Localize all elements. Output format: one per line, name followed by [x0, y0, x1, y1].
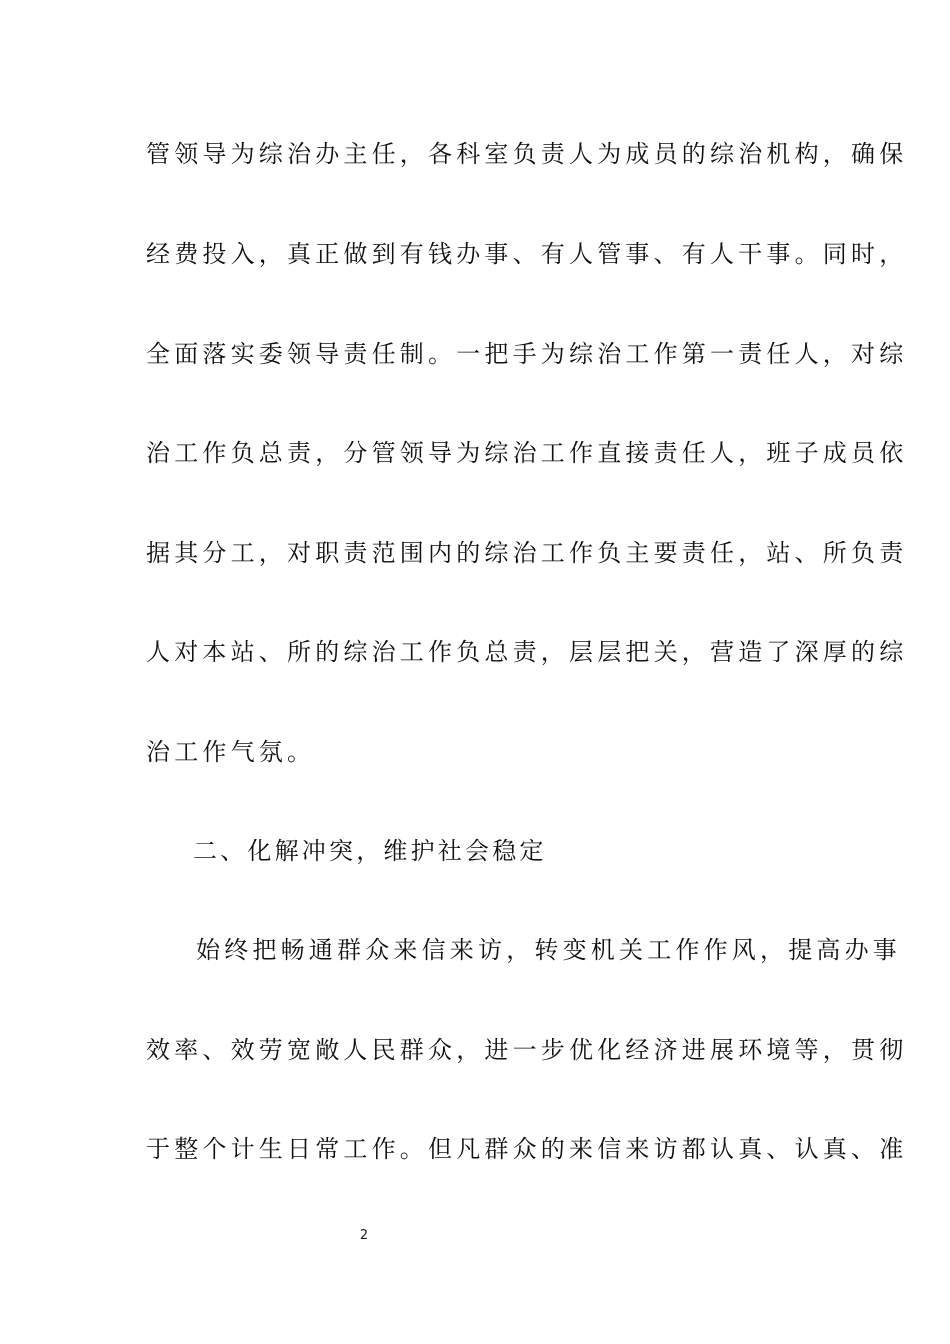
- section-heading: 二、化解冲突，维护社会稳定: [193, 837, 547, 865]
- body-text-line: 据其分工，对职责范围内的综治工作负主要责任，站、所负责: [146, 539, 908, 567]
- page-number: 2: [359, 1228, 369, 1243]
- body-text-line: 经费投入，真正做到有钱办事、有人管事、有人干事。同时，: [146, 240, 908, 268]
- body-text-line: 人对本站、所的综治工作负总责，层层把关，营造了深厚的综: [146, 638, 908, 666]
- body-text-line: 于整个计生日常工作。但凡群众的来信来访都认真、认真、准: [146, 1135, 908, 1163]
- body-text-line: 治工作气氛。: [146, 738, 316, 766]
- body-text-line: 管领导为综治办主任，各科室负责人为成员的综治机构，确保: [146, 140, 908, 168]
- body-text-line: 始终把畅通群众来信来访，转变机关工作作风，提高办事: [196, 936, 901, 964]
- body-text-line: 效率、效劳宽敞人民群众，进一步优化经济进展环境等，贯彻: [146, 1036, 908, 1064]
- body-text-line: 全面落实委领导责任制。一把手为综治工作第一责任人，对综: [146, 340, 908, 368]
- body-text-line: 治工作负总责，分管领导为综治工作直接责任人，班子成员依: [146, 439, 908, 467]
